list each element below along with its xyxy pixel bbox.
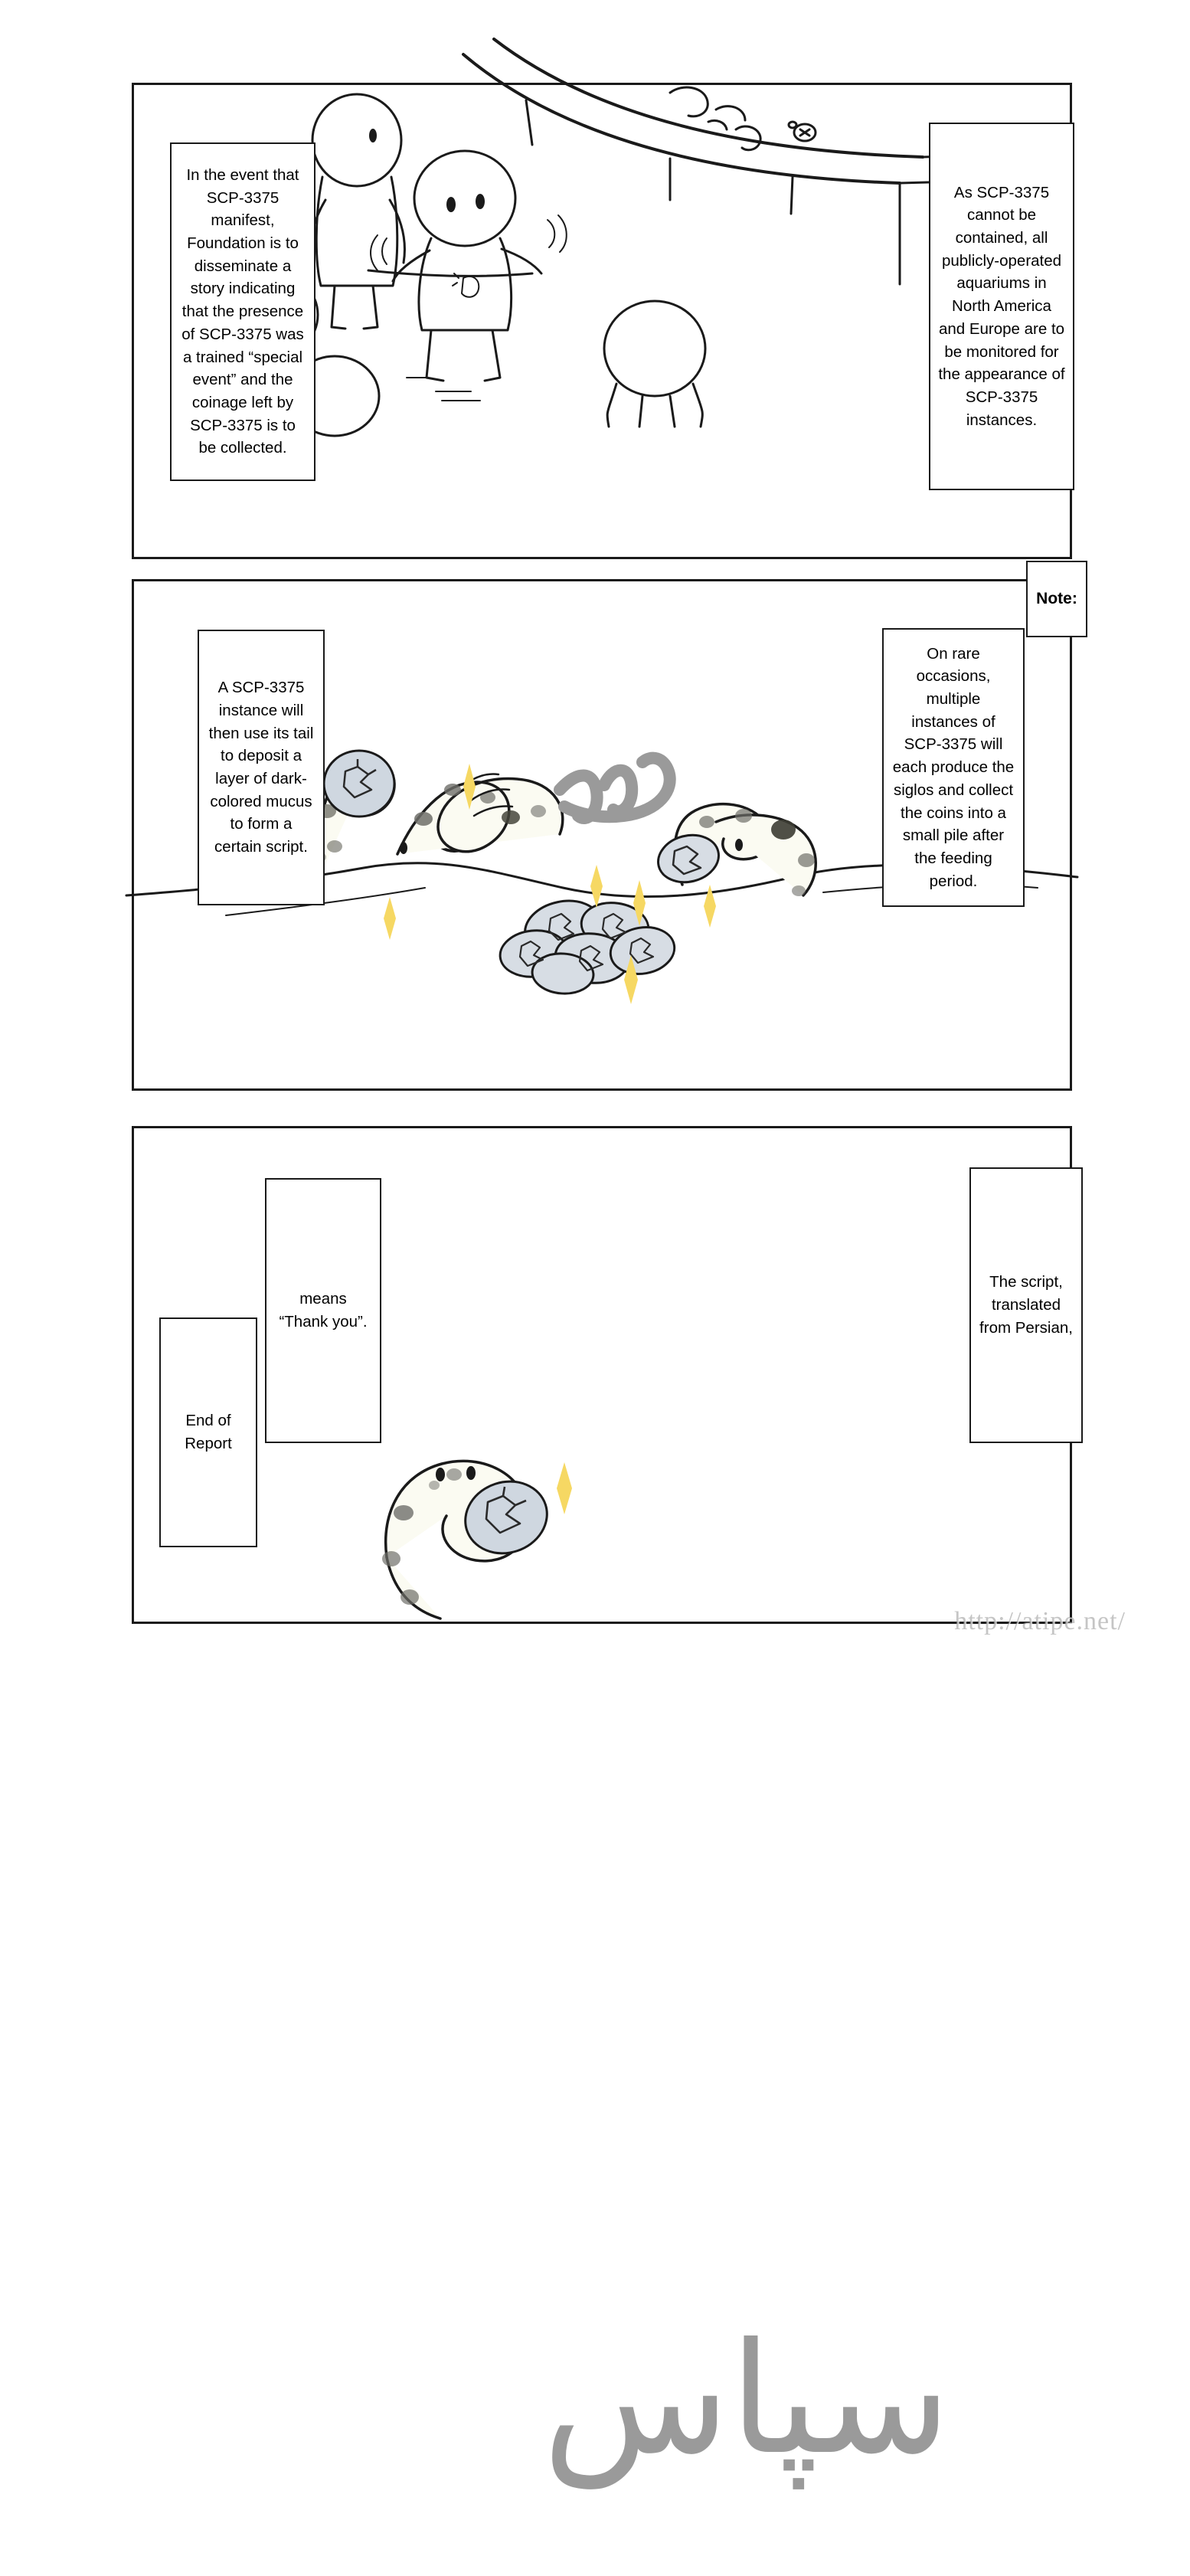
- persian-script-text: سپاس: [542, 2310, 951, 2489]
- watermark: http://atipe.net/: [954, 1607, 1126, 1635]
- caption-script-translated: The script, translated from Persian,: [969, 1167, 1083, 1443]
- caption-end-of-report: End of Report: [159, 1317, 257, 1547]
- caption-means: means “Thank you”.: [265, 1178, 381, 1443]
- caption-panel2-right: On rare occasions, multiple instances of SCP-3375 will each produce the siglos and collect the coins into a small pile after the feeding period.: [882, 628, 1025, 907]
- caption-panel2-left: A SCP-3375 instance will then use its tail to deposit a layer of dark-colored mucus to form a certain script.: [198, 630, 325, 905]
- caption-panel1-right: As SCP-3375 cannot be contained, all publicly-operated aquariums in North America and Europe are to be monitored for the appearance of SCP-3375 instances.: [929, 123, 1074, 490]
- note-label-box: Note:: [1026, 561, 1087, 637]
- caption-panel1-left: In the event that SCP-3375 manifest, Foundation is to disseminate a story indicating that the presence of SCP-3375 was a trained “special event” and the coinage left by SCP-3375 is to be collected.: [170, 142, 315, 481]
